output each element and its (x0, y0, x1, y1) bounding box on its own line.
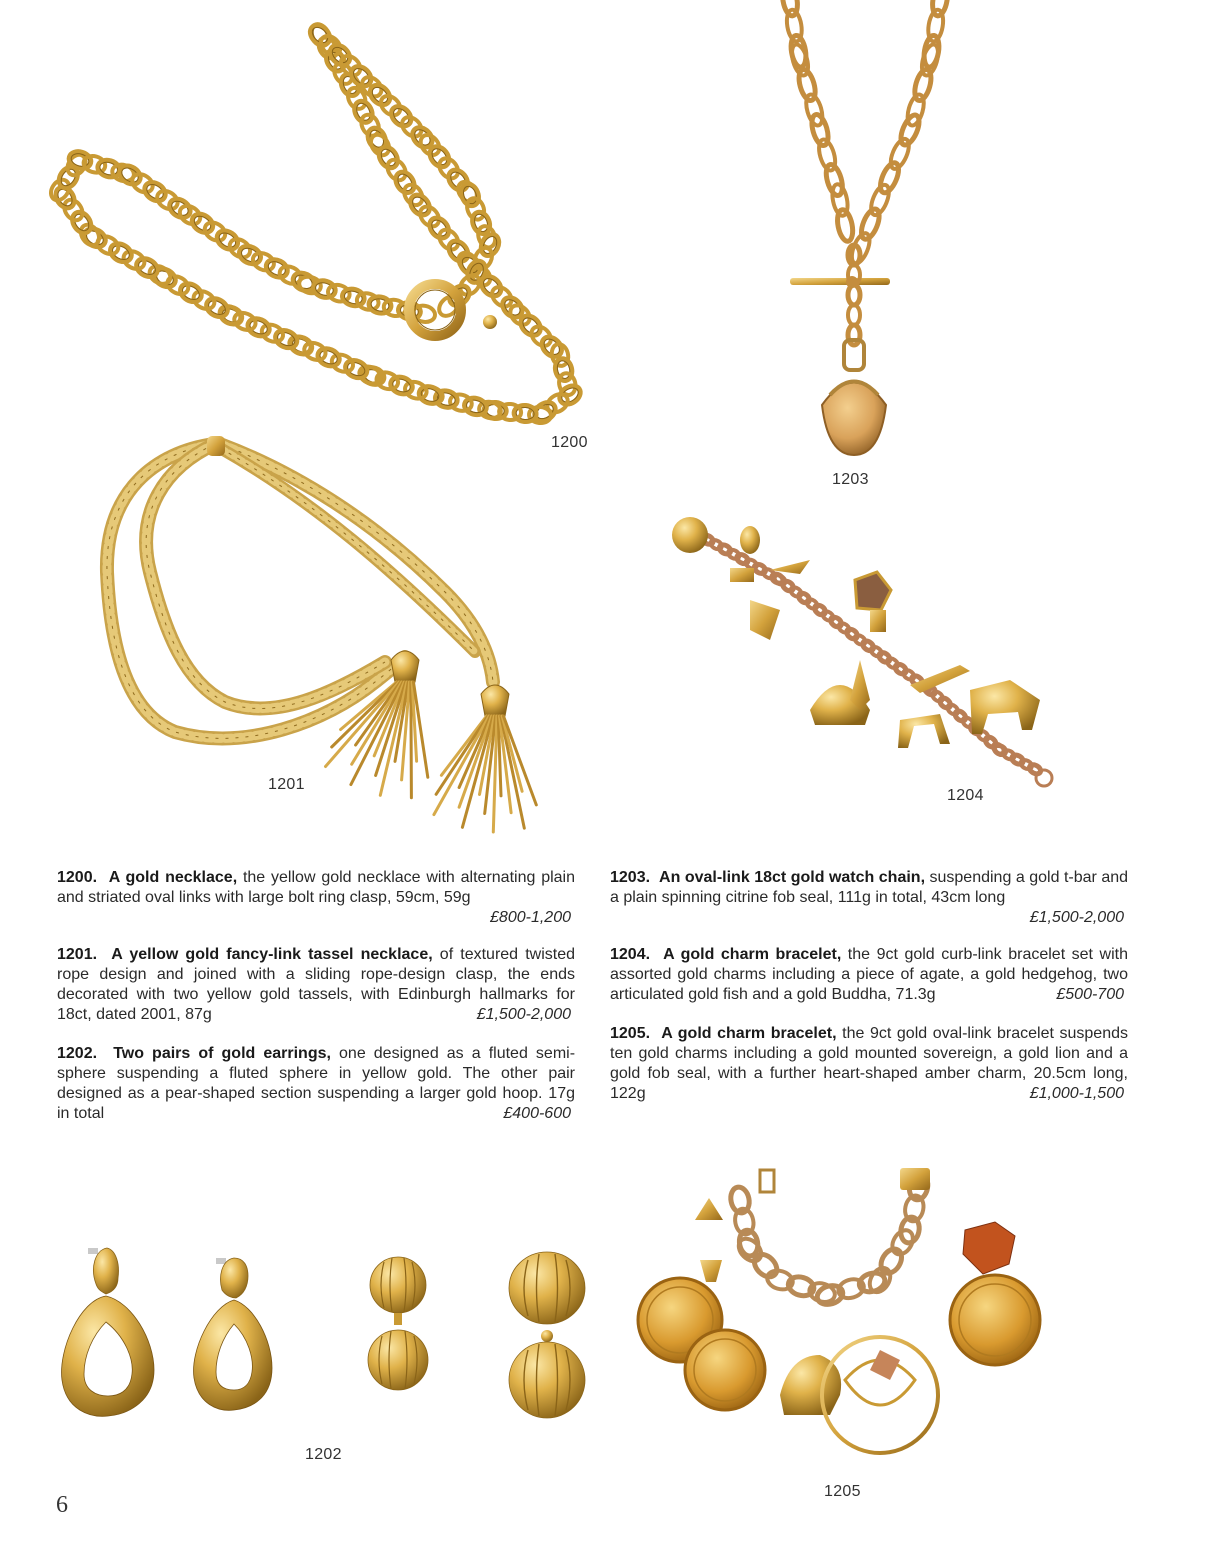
lot-text: the 9ct gold oval-link bracelet suspends ten gold charms including a gold mounted sovereign, a gold lion and a gold fob seal, with a further heart-shaped amber charm, 20.5cm long, 122g (610, 1025, 1128, 1102)
lot-description-1200 (57, 868, 575, 928)
lot-text: the yellow gold necklace with alternating plain and striated oval links with large bolt ring clasp, 59cm, 59g (57, 869, 576, 906)
lot-text: one designed as a fluted semi-sphere suspending a fluted sphere in yellow gold. The other pair designed as a pear-shaped section suspending a larger gold hoop. 17g in total (57, 1045, 576, 1122)
lot-text: the 9ct gold curb-link bracelet set with assorted gold charms including a piece of agate, a gold hedgehog, two articulated gold fish and a gold Buddha, 71.3g (610, 946, 1128, 1003)
photo-lot-1201 (95, 432, 595, 842)
lot-description-1201 (57, 945, 575, 1025)
lot-number: 1200. (57, 869, 98, 886)
lot-title: A gold charm bracelet, (661, 1025, 837, 1042)
lot-description-1203 (610, 868, 1128, 928)
lot-description-1202 (57, 1044, 575, 1124)
lot-estimate: £400-600 (503, 1105, 571, 1122)
lot-title: Two pairs of gold earrings, (113, 1045, 331, 1062)
tassel-rope-necklace-icon (107, 436, 536, 832)
gold-bolt-ring-necklace-icon (47, 21, 583, 424)
lot-estimate: £1,500-2,000 (476, 1006, 571, 1023)
charm-bracelet-sovereigns-icon (638, 1168, 1040, 1453)
charm-bracelet-curb-link-icon (672, 517, 1052, 786)
lot-caption-1201: 1201 (268, 776, 305, 793)
lot-title: A gold charm bracelet, (663, 946, 842, 963)
lot-estimate: £1,500-2,000 (1029, 909, 1124, 926)
lot-estimate: £800-1,200 (490, 909, 571, 926)
lot-number: 1202. (57, 1045, 98, 1062)
lot-title: An oval-link 18ct gold watch chain, (659, 869, 926, 886)
photo-lot-1205 (630, 1160, 1060, 1480)
lot-caption-1202: 1202 (305, 1446, 342, 1463)
lot-number: 1203. (610, 869, 651, 886)
lot-caption-1204: 1204 (947, 787, 984, 804)
fluted-sphere-earring-icon (509, 1252, 585, 1418)
pear-hoop-earring-icon (194, 1258, 272, 1410)
photo-lot-1203 (770, 0, 960, 460)
pear-hoop-earring-icon (62, 1248, 154, 1416)
lot-number: 1201. (57, 946, 98, 963)
lot-title: A yellow gold fancy-link tassel necklace, (111, 946, 433, 963)
lot-caption-1200: 1200 (551, 434, 588, 451)
lot-title: A gold necklace, (108, 869, 238, 886)
lot-text: suspending a gold t-bar and a plain spinning citrine fob seal, 111g in total, 43cm long (610, 869, 1129, 906)
photo-lot-1202 (50, 1240, 595, 1430)
photo-lot-1200 (50, 25, 610, 435)
lot-caption-1205: 1205 (824, 1483, 861, 1500)
earring-pairs-icon (62, 1248, 585, 1418)
lot-text: of textured twisted rope design and joined with a sliding rope-design clasp, the ends decorated with two yellow gold tassels, with Edinburgh hallmarks for 18ct, dated 2001, 87g (57, 946, 575, 1023)
watch-chain-fob-icon (780, 0, 949, 455)
lot-estimate: £500-700 (1056, 986, 1124, 1003)
fluted-sphere-earring-icon (368, 1257, 428, 1390)
lot-estimate: £1,000-1,500 (1029, 1085, 1124, 1102)
lot-caption-1203: 1203 (832, 471, 869, 488)
page-number: 6 (56, 1492, 68, 1518)
lot-description-1205 (610, 1024, 1128, 1104)
lot-number: 1204. (610, 946, 651, 963)
photo-lot-1204 (660, 510, 1060, 800)
lot-description-1204 (610, 945, 1128, 1005)
lot-number: 1205. (610, 1025, 651, 1042)
